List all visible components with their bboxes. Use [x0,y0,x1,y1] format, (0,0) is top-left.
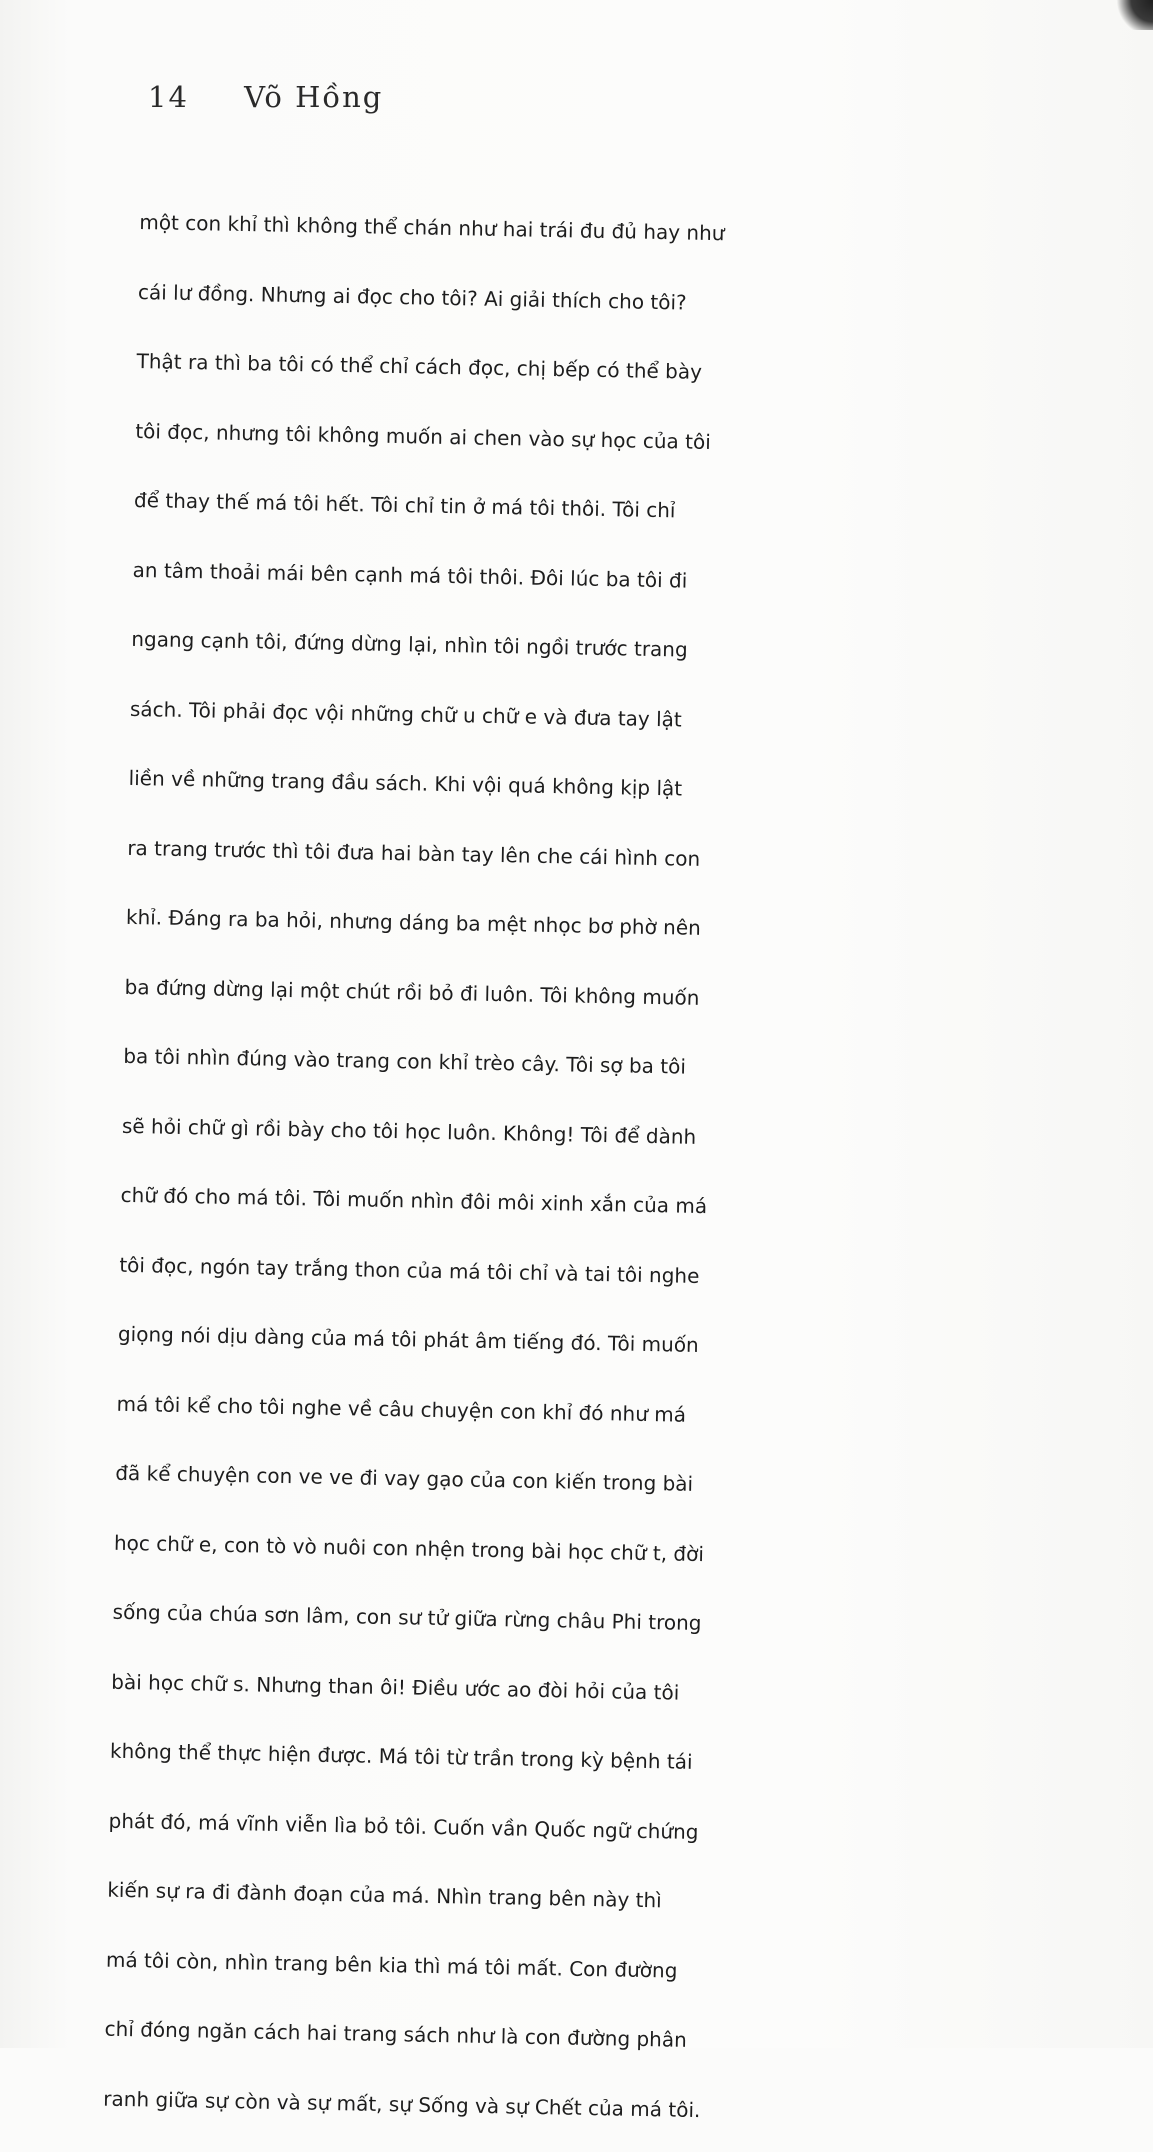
text-line: để thay thế má tôi hết. Tôi chỉ tin ở má tôi thôi. Tôi chỉ [133,487,676,523]
text-line: học chữ e, con tò vò nuôi con nhện trong bài học chữ t, đời [113,1530,705,1566]
text-line: chỉ đóng ngăn cách hai trang sách như là con đường phân [104,2016,688,2052]
page-corner-shadow [1115,0,1153,30]
text-line: ba tôi nhìn đúng vào trang con khỉ trèo cây. Tôi sợ ba tôi [123,1043,687,1079]
text-line: bài học chữ s. Nhưng than ôi! Điều ước ao đòi hỏi của tôi [111,1669,680,1705]
body-text [103,188,1080,2152]
text-line: sống của chúa sơn lâm, con sư tử giữa rừng châu Phi trong [112,1599,702,1636]
text-line: tôi đọc, ngón tay trắng thon của má tôi chỉ và tai tôi nghe [119,1252,700,1288]
text-line: Thật ra thì ba tôi có thể chỉ cách đọc, chị bếp có thể bày [136,348,703,384]
text-line: ngang cạnh tôi, đứng dừng lại, nhìn tôi ngồi trước trang [131,626,688,662]
text-line: má tôi còn, nhìn trang bên kia thì má tôi mất. Con đường [105,1947,678,1983]
running-header-author: Võ Hồng [244,80,384,114]
text-line: chữ đó cho má tôi. Tôi muốn nhìn đôi môi xinh xắn của má [120,1182,708,1219]
text-line: sẽ hỏi chữ gì rồi bày cho tôi học luôn. Không! Tôi để dành [121,1113,697,1149]
page-number: 14 [148,80,189,114]
running-header [148,80,383,114]
text-line: cái lư đồng. Nhưng ai đọc cho tôi? Ai giải thích cho tôi? [137,279,687,315]
text-line: không thể thực hiện được. Má tôi từ trần trong kỳ bệnh tái [109,1738,693,1774]
text-line: ba đứng dừng lại một chút rồi bỏ đi luôn. Tôi không muốn [124,974,700,1010]
text-line: an tâm thoải mái bên cạnh má tôi thôi. Đôi lúc ba tôi đi [132,557,688,593]
text-line: má tôi kể cho tôi nghe về câu chuyện con khỉ đó như má [116,1391,687,1427]
text-line: khỉ. Đáng ra ba hỏi, nhưng dáng ba mệt nhọc bơ phờ nên [125,904,702,940]
text-line: đã kể chuyện con ve ve đi vay gạo của con kiến trong bài [115,1460,694,1496]
text-line: liền về những trang đầu sách. Khi vội quá không kịp lật [128,765,683,801]
text-line: kiến sự ra đi đành đoạn của má. Nhìn trang bên này thì [107,1877,662,1913]
text-line: tôi đọc, nhưng tôi không muốn ai chen vào sự học của tôi [135,418,712,454]
text-line: ranh giữa sự còn và sự mất, sự Sống và sự Chết của má tôi. [103,2086,701,2122]
text-line: giọng nói dịu dàng của má tôi phát âm tiếng đó. Tôi muốn [117,1321,699,1357]
text-line: một con khỉ thì không thể chán như hai trái đu đủ hay như [139,209,725,246]
text-line: phát đó, má vĩnh viễn lìa bỏ tôi. Cuốn vần Quốc ngữ chứng [108,1808,699,1844]
text-line: ra trang trước thì tôi đưa hai bàn tay lên che cái hình con [127,835,701,871]
text-line: sách. Tôi phải đọc vội những chữ u chữ e và đưa tay lật [129,696,683,731]
